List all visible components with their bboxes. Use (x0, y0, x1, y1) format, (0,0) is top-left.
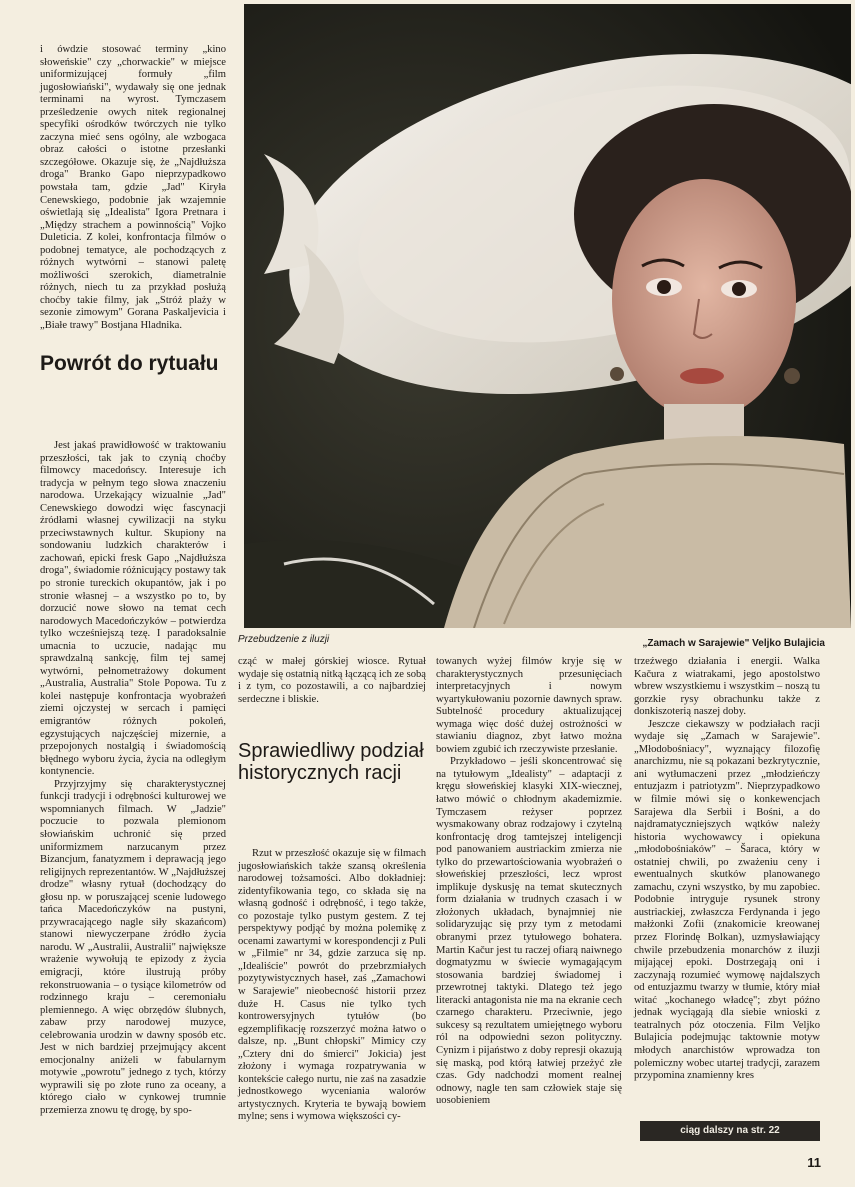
text-column-4 (634, 656, 820, 1083)
section-heading-1: Powrót do rytuału (40, 352, 219, 375)
paragraph: Jeszcze ciekawszy w podziałach racji wydaje się „Zamach w Sarajewie". „Młodobośniacy", wyznający filozofię anarchizmu, nie są pokazani bezkrytycznie, ani wytłumaczeni przez „młodzieńczy entuzjazm i patriotyzm". Nieprzypadkowo w filmie mówi się o konkewencjach Sarajewa dla Serbii i Bośni, a do najdramatyczniejszych wątków należy historia wychowawcy i opiekuna „młodobośniaków" – Šaraca, który w ostatniej chwili, po zważeniu ceny i ewentualnych skutków planowanego zamachu, czyni wszystko, by mu zapobiec. Podobnie intryguje rysunek strony austriackiej, zwłaszcza Ferdynanda i jego małżonki Zofii (znakomicie kreowanej przez Florindę Bolkan), uzmysławiający chwile przebudzenia monarchów z iluzji mijającej epoki. Dostrzegają oni i zaczynają rozumieć wymowę najdalszych od entuzjazmu twarzy w tłumie, który miał witać „kochanego władcę"; zbyt późno jednak wyciągają dla siebie wnioski z teatralnych póz otoczenia. Film Veljko Bulajicia podejmując taktownie motyw młodych anarchistów wprowadza ton polemiczny wobec utartej tradycji, zarazem przypomina znamienny kres (634, 718, 820, 1082)
text-column-3 (436, 656, 622, 1108)
photo-caption-left: Przebudzenie z iluzji (238, 634, 330, 645)
text-column-1 (40, 44, 226, 333)
paragraph: i ówdzie stosować terminy „kino słoweńskie" czy „chorwackie" w miejsce uniformizującej formuły „film jugosłowiański", wydawały się one jednak terminami na wyrost. Tymczasem prześledzenie owych nitek regionalnej specyfiki ośrodków twórczych nie tylko zaczyna mieć sens ogólny, ale wzbogaca obraz całości o istotne przesłanki szczegółowe. Okazuje się, że „Najdłuższa droga" Branko Gapo nieprzypadkowo powstała tam, gdzie „Jad" Kiryła Cenewskiego, podobnie jak wzajemnie oświetlają się „Idealista" Igora Pretnara i „Między strachem a powinnością" Vojko Duleticia. Z kolei, konfrontacja filmów o podobnej tematyce, ale pochodzących z różnych wytwórni – stanowi paletę możliwości szerokich, diametralnie różnych, niech tu za przykład posłużą choćby takie filmy, jak „Stróż plaży w sezonie zimowym" Gorana Paskaljevicia i „Białe trawy" Bostjana Hladnika. (40, 44, 226, 332)
photo-illustration (244, 4, 851, 628)
paragraph: Przyjrzyjmy się charakterystycznej funkcji tradycji i odrębności kulturowej we wspomnianych filmach. W „Jadzie" poczucie to pozwala plemionom słowiańskim uchronić się przed uniformizmem narzucanym przez Bizancjum, fanatyzmem i deprawacją jego religijnych reprezentantów. W „Najdłuższej drodze" własny rytuał (dochodzący do głosu np. w poruszającej scenie ludowego tańca Macedończyków na pustyni, przywracającego nagle siły skazańcom) stanowi niewyczerpane źródło życia narodu. W „Australii, Australii" największe wrażenie wywołują te epizody z życia emigracji, które ilustrują próby rekonstruowania – o tysiące kilometrów od rodzinnego kraju – ceremoniału plemiennego. A więc obrzędów ślubnych, zabaw przy narodowej muzyce, celebrowania urodzin w dawny sposób etc. Jest w nich bardziej przejmujący akcent emocjonalny aniżeli w fabularnym motywie „powrotu" jednego z tych, którzy wyprawili się po złote runo za oceany, a którego ciało w cynkowej trumnie przemierza znowu tę drogę, by spo- (40, 778, 226, 1116)
paragraph: Przykładowo – jeśli skoncentrować się na tytułowym „Idealisty" – adaptacji z kręgu słoweńskiej klasyki XIX-wiecznej, łatwo mówić o chłodnym akademizmie. Tymczasem reżyser poprzez wysmakowany obraz rodzajowy i czytelną konfrontację drog tamtejszej inteligencji pod panowaniem austriackim zmierza nie tylko do przewartościowania wyobrażeń o słoweńskiej przeszłości, lecz wprost implikuje dyskusję na temat skutecznych form działania w trudnych czasach i w złożonych układach, bynajmniej nie solidaryzując się przy tym z metodami obranymi przez tytułowego bohatera. Martin Kačur jest tu raczej ofiarą naiwnego dogmatyzmu w świecie wymagającym stosowania bardziej świadomej i przewrotnej taktyki. Dlatego też jego literacki antagonista nie ma na ekranie cech czarnego charakteru. Przeciwnie, jego sukcesy są rezultatem umiejętnego wyboru ról na odpowiedni sezon polityczny. Cynizm i pijaństwo z doby represji okazują się maską, pod którą łatwiej przeżyć złe czas. Gdy nadchodzi moment realnej odnowy, nagle ten sam człowiek staje się uosobieniem (436, 756, 622, 1107)
paragraph: Jest jakaś prawidłowość w traktowaniu przeszłości, tak jak to czynią choćby filmowcy macedońscy. Interesuje ich tradycja w pełnym tego słowa znaczeniu narodowa. Urzekający wizualnie „Jad" Cenewskiego dowodzi więc fascynacji źródłami własnej cywilizacji na styku przeciwstawnych kultur. Skupiony na sondowaniu ludzkich charakterów i zachowań, epicki fresk Gapo „Najdłuższa droga", świadomie różnicujący postawy tak po stronie tureckich okupantów, jak i po stronie własnej – a wszystko po to, by dorzucić nowe słowo na temat cech narodowych Macedończyków – potwierdza tylko wcześniejszą tezę. I paradoksalnie umacnia to uczucie, nadając mu sprawdzalną sankcję, film tej samej wytwórni, pełnometrażowy dokument „Australia, Australia" Stole Popowa. Tu z kolei następuje konfrontacja wyobrażeń ziemi ojczystej w sercach i pamięci emigrantów różnych pokoleń, egzystujących najczęściej mizernie, a przepojonych nostalgią i świadomością błędnego wyboru życia, życia na odległym kontynencie. (40, 440, 226, 778)
page-number: 11 (807, 1155, 821, 1170)
photo-caption-right: „Zamach w Sarajewie" Veljko Bulajicia (642, 638, 825, 649)
paragraph: trzeźwego działania i energii. Walka Kačura z wiatrakami, jego apostolstwo wbrew wszystkiemu i wszystkim – noszą tu gorzkie rysy obrachunku także z donkiszoterią naszej doby. (634, 656, 820, 718)
paragraph: towanych wyżej filmów kryje się w charakterystycznych przesunięciach interpretacyjnych i nowym wyartykułowaniu pozornie dawnych spraw. Subtelność procedury aktualizującej wymaga więc dość dużej ostrożności w stawianiu diagnoz, zbyt łatwo można bowiem zgubić ich rzeczywiste przesłanie. (436, 656, 622, 755)
paragraph: cząć w małej górskiej wiosce. Rytuał wydaje się ostatnią nitką łączącą ich ze sobą i z tym, co pozostawili, a co najbardziej serdeczne i bliskie. (238, 656, 426, 705)
text-column-2 (238, 656, 426, 706)
continued-banner: ciąg dalszy na str. 22 (640, 1121, 820, 1141)
paragraph: Rzut w przeszłość okazuje się w filmach jugosłowiańskich także szansą określenia narodowej tożsamości. Albo dokładniej: zidentyfikowania tego, co składa się na własną godność i odrębność, i tego także, co pozostaje tylko pustym gestem. Z tej perspektywy podjąć by można polemikę z ocenami zawartymi w korespondencji z Puli w „Filmie" nr 34, gdzie zarzuca się np. „Idealiście" powrót do przebrzmiałych pozytywistycznych haseł, zaś „Zamachowi w Sarajewie" nieobecność historii przez duże H. Casus nie tylko tych kontrowersyjnych tytułów (bo egzemplifikację rozszerzyć można łatwo o dalsze, np. „Bunt chłopski" Mimicy czy „Cztery dni do śmierci" Jokicia) jest złożony i wymaga rozpatrywania w kontekście całego nurtu, nie zaś na zasadzie jednostkowego wyceniania walorów artystycznych. Kryteria te bywają bowiem mylne; sens i wymowa większości cy- (238, 848, 426, 1123)
film-still-photo (244, 4, 851, 628)
text-column-1b (40, 440, 226, 1118)
section-heading-2: Sprawiedliwy podział historycznych racji (238, 740, 424, 784)
text-column-2b (238, 848, 426, 1124)
